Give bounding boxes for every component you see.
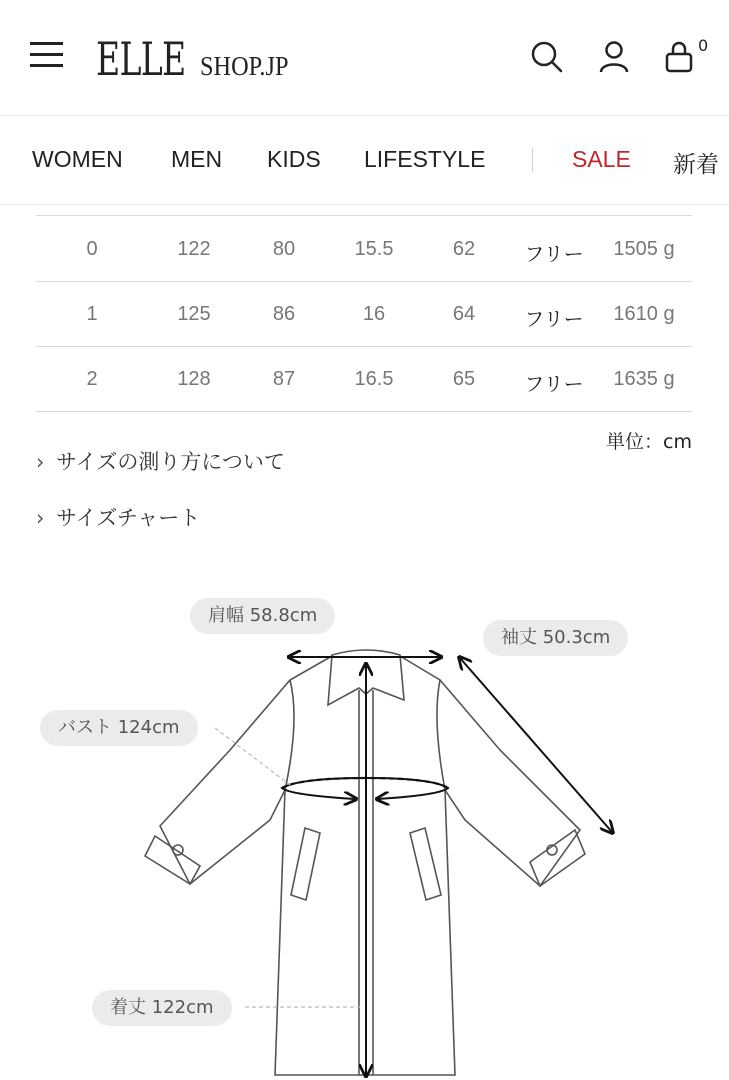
cart-count: 0 xyxy=(698,36,709,55)
table-cell: 2 xyxy=(86,368,98,390)
table-cell: 1505 g xyxy=(613,238,675,260)
chevron-right-icon: › xyxy=(36,450,45,474)
table-cell: 1610 g xyxy=(613,303,675,325)
bust-label: バスト 124cm xyxy=(40,710,198,746)
nav-men[interactable]: MEN xyxy=(171,146,223,172)
size-guide-label: サイズの測り方について xyxy=(56,450,285,474)
table-cell: フリー xyxy=(524,309,584,331)
table-cell: 1 xyxy=(86,303,98,325)
table-row xyxy=(36,346,692,412)
search-icon[interactable] xyxy=(530,40,564,74)
size-chart-link[interactable] xyxy=(36,502,200,532)
table-cell: 86 xyxy=(272,303,296,325)
table-cell: フリー xyxy=(524,374,584,396)
site-logo[interactable] xyxy=(96,32,298,86)
category-nav xyxy=(0,116,729,205)
user-icon[interactable] xyxy=(598,40,630,74)
site-header xyxy=(0,0,729,116)
table-cell: 1635 g xyxy=(613,368,675,390)
nav-sale[interactable]: SALE xyxy=(572,146,631,172)
logo-shop: SHOP.JP xyxy=(200,51,289,81)
nav-lifestyle[interactable]: LIFESTYLE xyxy=(364,146,486,172)
table-row xyxy=(36,216,692,282)
table-cell: 62 xyxy=(452,238,476,260)
table-cell: フリー xyxy=(524,244,584,266)
table-cell: 15.5 xyxy=(354,238,394,260)
table-cell: 122 xyxy=(177,238,211,260)
unit-note: 単位：cm xyxy=(606,431,692,453)
nav-new[interactable]: 新着 xyxy=(673,151,719,177)
table-cell: 64 xyxy=(452,303,476,325)
table-row xyxy=(36,281,692,347)
table-cell: 16.5 xyxy=(354,368,394,390)
nav-separator xyxy=(532,148,533,172)
table-cell: 16 xyxy=(362,303,386,325)
nav-women[interactable]: WOMEN xyxy=(32,146,123,172)
table-cell: 125 xyxy=(177,303,211,325)
shoulder-width-label: 肩幅 58.8cm xyxy=(190,598,335,634)
menu-icon[interactable] xyxy=(30,40,64,70)
total-length-label: 着丈 122cm xyxy=(92,990,232,1026)
table-cell: 80 xyxy=(272,238,296,260)
logo-elle: ELLE xyxy=(96,32,186,86)
table-cell: 65 xyxy=(452,368,476,390)
table-cell: 0 xyxy=(86,238,98,260)
size-guide-link[interactable] xyxy=(36,446,285,476)
table-cell: 87 xyxy=(272,368,296,390)
leader-lines xyxy=(215,728,360,1007)
size-chart-label: サイズチャート xyxy=(56,506,201,530)
chevron-right-icon: › xyxy=(36,506,45,530)
sleeve-length-label: 袖丈 50.3cm xyxy=(483,620,628,656)
nav-kids[interactable]: KIDS xyxy=(267,146,321,172)
bag-icon[interactable] xyxy=(664,40,694,74)
table-cell: 128 xyxy=(177,368,211,390)
